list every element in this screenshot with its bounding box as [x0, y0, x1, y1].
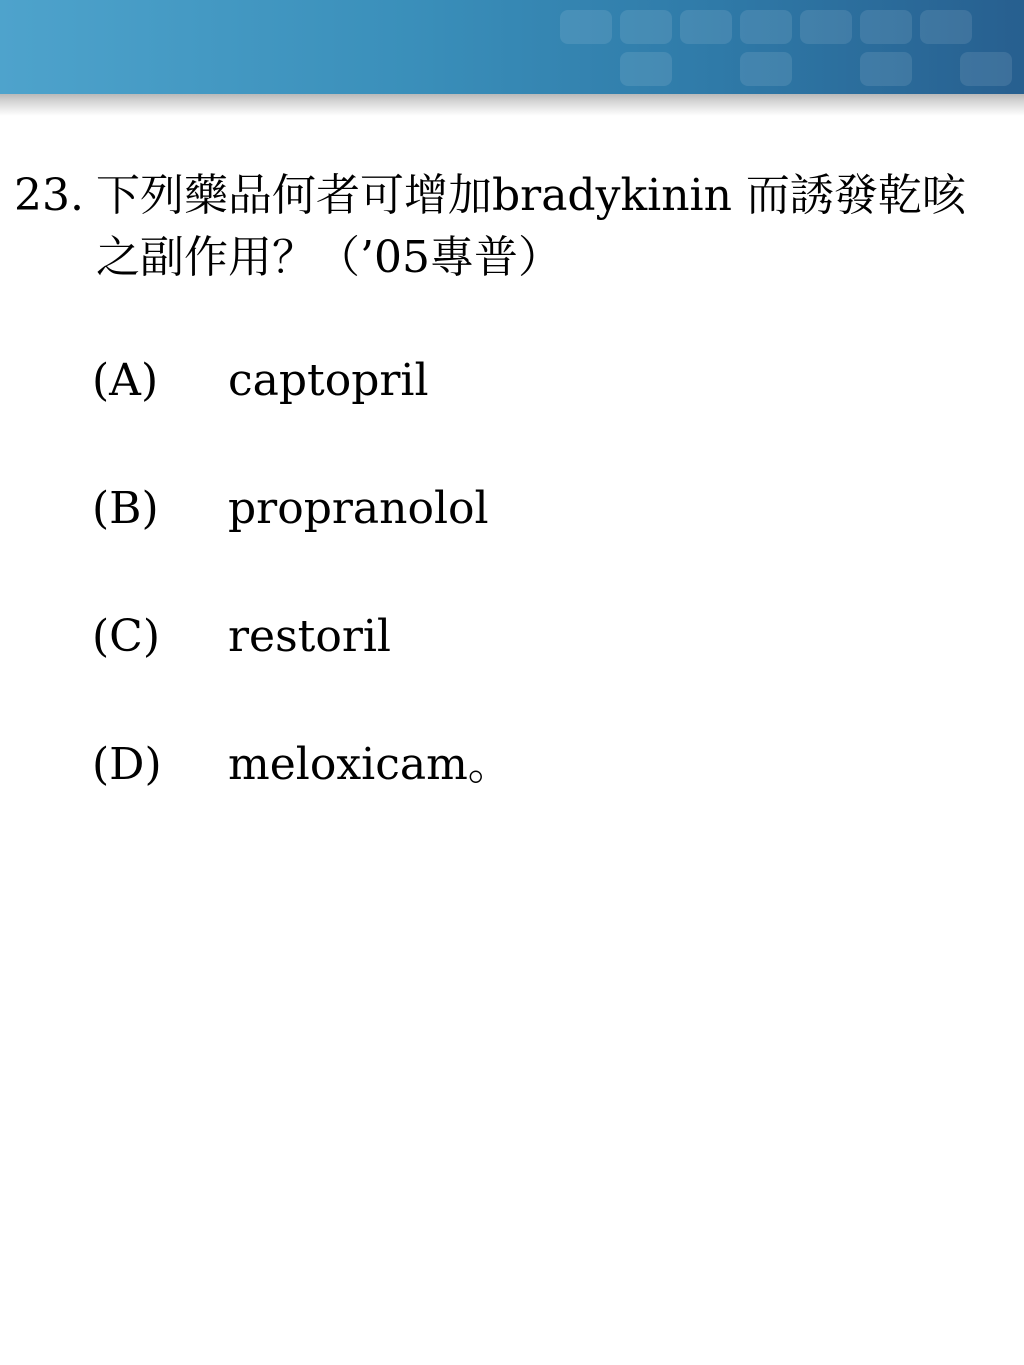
- header-decor-tile: [960, 52, 1012, 86]
- option-letter: (A): [92, 355, 159, 406]
- option-c: [92, 606, 512, 668]
- header-decor-tile: [680, 10, 732, 44]
- option-text: restoril: [228, 611, 392, 662]
- header-divider: [0, 94, 1024, 116]
- header-decor-tile: [740, 10, 792, 44]
- header-banner: [0, 0, 1024, 94]
- header-decor-tile: [620, 52, 672, 86]
- option-text: meloxicam。: [228, 739, 512, 790]
- header-decor-tile: [920, 10, 972, 44]
- question-block: [14, 165, 1004, 289]
- options-list: [92, 350, 512, 862]
- option-letter: (C): [92, 611, 160, 662]
- header-decor-tile: [620, 10, 672, 44]
- option-b: [92, 478, 512, 540]
- question-number: 23.: [14, 170, 84, 221]
- header-decor-tile: [740, 52, 792, 86]
- header-decor-tile: [800, 10, 852, 44]
- question-text: 下列藥品何者可增加bradykinin 而誘發乾咳之副作用？（’05專普）: [96, 170, 966, 283]
- option-letter: (D): [92, 739, 162, 790]
- option-text: captopril: [228, 355, 429, 406]
- header-decor-tile: [860, 10, 912, 44]
- option-text: propranolol: [228, 483, 489, 534]
- option-letter: (B): [92, 483, 159, 534]
- option-a: [92, 350, 512, 412]
- header-decor-tile: [860, 52, 912, 86]
- option-d: [92, 734, 512, 796]
- header-decor-tile: [560, 10, 612, 44]
